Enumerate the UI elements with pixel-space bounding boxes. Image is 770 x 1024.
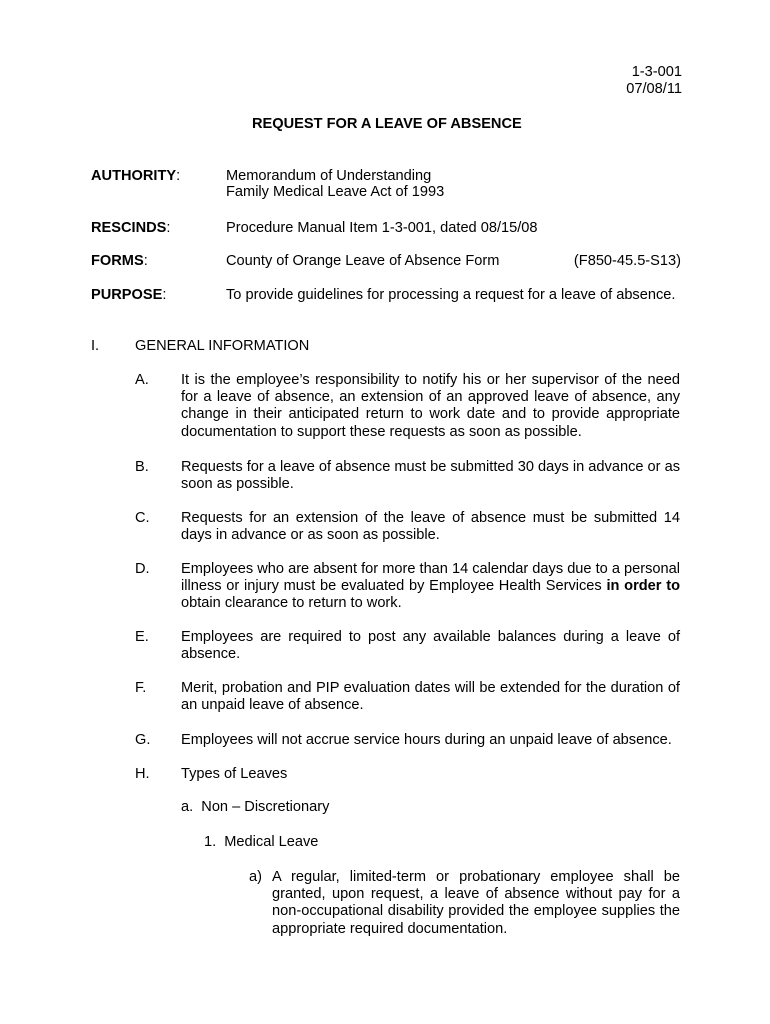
- item-text: Requests for an extension of the leave of absence must be submitted 14 days in advance or as soon as possible.: [181, 510, 680, 544]
- item-text: Types of Leaves: [181, 766, 288, 782]
- subitem-paren-text: A regular, limited-term or probationary employee shall be granted, upon request, a leave of absence without pay for a non-occupational disability provided the employee supplies the appropriate required documentation.: [272, 869, 680, 937]
- doc-number: 1-3-001: [631, 64, 682, 80]
- section-number: I.: [91, 338, 100, 354]
- section-heading: GENERAL INFORMATION: [135, 338, 310, 354]
- subitem-paren-label: a): [249, 869, 262, 885]
- subitem-non-discretionary: a. Non – Discretionary: [181, 799, 330, 815]
- subitem-medical-leave: 1. Medical Leave: [204, 834, 319, 850]
- authority-label-row: AUTHORITY:: [91, 168, 181, 184]
- purpose-label-row: PURPOSE:: [91, 287, 167, 303]
- item-text: Merit, probation and PIP evaluation dates will be extended for the duration of an unpaid leave of absence.: [181, 680, 680, 714]
- forms-code: (F850-45.5-S13): [573, 253, 681, 269]
- item-letter: C.: [135, 510, 150, 526]
- item-text-bold: in order to: [606, 578, 680, 595]
- rescinds-value: Procedure Manual Item 1-3-001, dated 08/15/08: [226, 220, 538, 236]
- rescinds-label-row: RESCINDS:: [91, 220, 171, 236]
- item-text: It is the employee’s responsibility to notify his or her supervisor of the need for a leave of absence, an extension of an approved leave of absence, any change in their anticipated return to work date and to provide appropriate documentation to support these requests as soon as possible.: [181, 372, 680, 440]
- doc-date: 07/08/11: [626, 81, 682, 97]
- item-text-part: obtain clearance to return to work.: [181, 595, 402, 612]
- document-title: REQUEST FOR A LEAVE OF ABSENCE: [252, 116, 522, 132]
- item-letter: G.: [135, 732, 151, 748]
- forms-label: FORMS: [91, 253, 144, 269]
- authority-label: AUTHORITY: [91, 168, 177, 184]
- item-letter: F.: [135, 680, 147, 696]
- item-text: Employees will not accrue service hours during an unpaid leave of absence.: [181, 732, 672, 748]
- item-letter: A.: [135, 372, 149, 388]
- authority-line1: Memorandum of Understanding: [226, 168, 432, 184]
- purpose-value: To provide guidelines for processing a request for a leave of absence.: [226, 287, 676, 303]
- item-letter: D.: [135, 561, 150, 577]
- item-letter: H.: [135, 766, 150, 782]
- purpose-label: PURPOSE: [91, 287, 163, 303]
- item-text: [181, 561, 680, 613]
- rescinds-label: RESCINDS: [91, 220, 167, 236]
- item-text-part: Employees who are absent for more than 14 calendar days due to a personal illness or injury must be evaluated by Employee Health Services: [181, 561, 680, 595]
- item-letter: E.: [135, 629, 149, 645]
- item-letter: B.: [135, 459, 149, 475]
- item-text: Requests for a leave of absence must be submitted 30 days in advance or as soon as possible.: [181, 459, 680, 493]
- forms-label-row: FORMS:: [91, 253, 148, 269]
- item-text: Employees are required to post any available balances during a leave of absence.: [181, 629, 680, 663]
- forms-value: County of Orange Leave of Absence Form: [226, 253, 500, 269]
- authority-line2: Family Medical Leave Act of 1993: [226, 184, 445, 200]
